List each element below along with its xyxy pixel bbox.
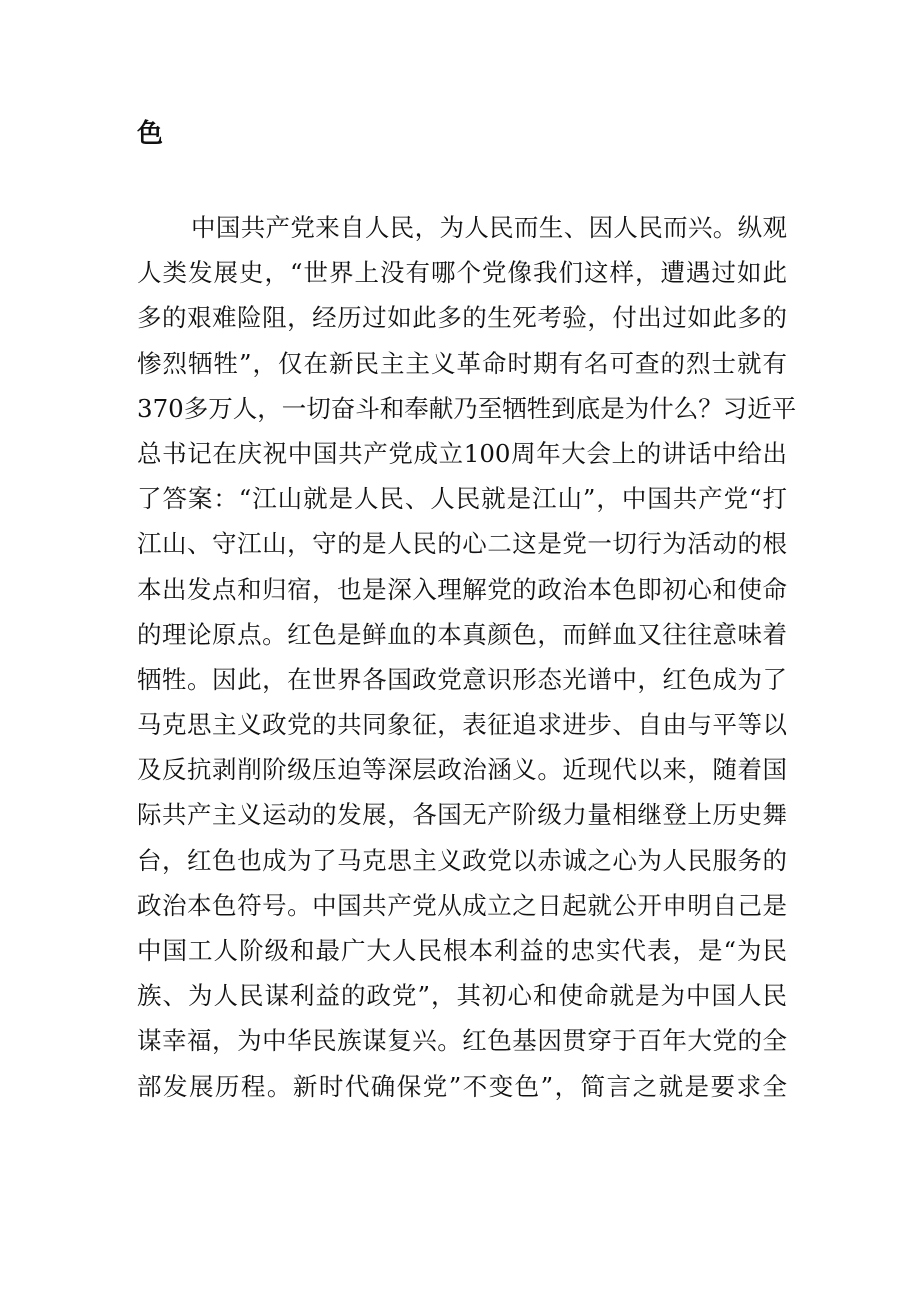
paragraph-line: 谋幸福，为中华民族谋复兴。红色基因贯穿于百年大党的全 <box>137 1026 787 1056</box>
paragraph-line: 政治本色符号。中国共产党从成立之日起就公开申明自己是 <box>137 890 787 920</box>
paragraph-line: 本出发点和归宿，也是深入理解党的政治本色即初心和使命 <box>137 574 787 604</box>
paragraph-line: 江山、守江山，守的是人民的心二这是党一切行为活动的根 <box>137 529 787 559</box>
paragraph-line: 马克思主义政党的共同象征，表征追求进步、自由与平等以 <box>137 710 787 740</box>
paragraph-line: 族、为人民谋利益的政党”，其初心和使命就是为中国人民 <box>137 981 787 1011</box>
paragraph-line: 的理论原点。红色是鲜血的本真颜色，而鲜血又往往意味着 <box>137 619 787 649</box>
paragraph-line: 牺牲。因此，在世界各国政党意识形态光谱中，红色成为了 <box>137 664 787 694</box>
paragraph-line: 及反抗剥削阶级压迫等深层政治涵义。近现代以来，随着国 <box>137 755 787 785</box>
body-paragraph <box>137 205 797 1109</box>
paragraph-line: 370多万人，一切奋斗和奉献乃至牺牲到底是为什么？习近平 <box>137 393 797 423</box>
paragraph-line: 了答案：“江山就是人民、人民就是江山”，中国共产党“打 <box>137 484 787 514</box>
paragraph-line: 际共产主义运动的发展，各国无产阶级力量相继登上历史舞 <box>137 800 787 830</box>
section-heading: 色 <box>137 119 164 149</box>
paragraph-line: 中国工人阶级和最广大人民根本利益的忠实代表，是“为民 <box>137 936 787 965</box>
paragraph-line: 惨烈牺牲”，仅在新民主主义革命时期有名可查的烈士就有 <box>137 348 787 378</box>
paragraph-line: 人类发展史，“世界上没有哪个党像我们这样，遭遇过如此 <box>137 258 787 288</box>
paragraph-line: 部发展历程。新时代确保党”不变色”，简言之就是要求全 <box>137 1071 787 1101</box>
paragraph-line: 台，红色也成为了马克思主义政党以赤诚之心为人民服务的 <box>137 845 787 875</box>
paragraph-line: 多的艰难险阻，经历过如此多的生死考验，付出过如此多的 <box>137 303 787 333</box>
paragraph-line: 总书记在庆祝中国共产党成立100周年大会上的讲话中给出 <box>137 438 787 468</box>
paragraph-line: 中国共产党来自人民，为人民而生、因人民而兴。纵观 <box>191 213 787 242</box>
